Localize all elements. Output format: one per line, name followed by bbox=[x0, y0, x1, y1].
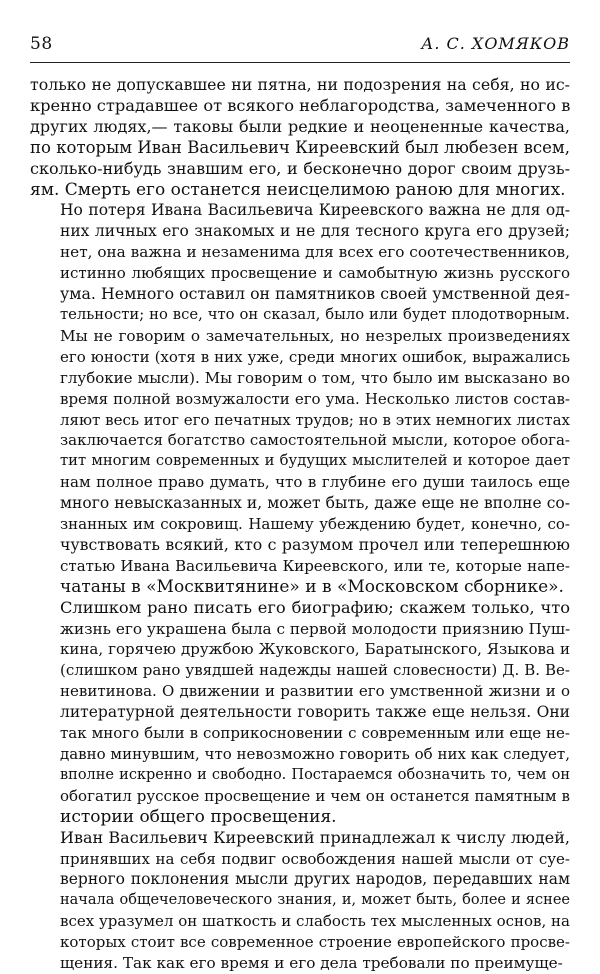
text-line: статью Ивана Васильевича Киреевского, или те, которые напе- bbox=[60, 556, 570, 575]
text-line: время полной возмужалости его ума. Несколько листов состав- bbox=[60, 389, 570, 408]
text-line: тит многим современных и будущих мыслителей и которое дает bbox=[60, 452, 570, 470]
text-line: принявших на себя подвиг освобождения нашей мысли от суе- bbox=[60, 849, 570, 868]
text-line: чувствовать всякий, кто с разумом прочел или теперешнюю bbox=[60, 534, 570, 554]
text-line: обогатил русское просвещение и чем он останется памятным в bbox=[60, 786, 570, 805]
text-line: Но потеря Ивана Васильевича Киреевского важна не для од- bbox=[60, 201, 570, 220]
text-line: ляют весь итог его печатных трудов; но в этих немногих листах bbox=[60, 410, 570, 429]
text-line: чатаны в «Москвитянине» и в «Московском сборнике». bbox=[60, 576, 564, 597]
text-line: всех уразумел он шаткость и слабость тех мысленных основ, на bbox=[60, 912, 570, 931]
text-line: невитинова. О движении и развитии его умственной жизни и о bbox=[60, 682, 570, 701]
text-line: так много были в соприкосновении с современным или еще не- bbox=[60, 724, 570, 743]
text-line: кренно страдавшее от всякого неблагородства, замеченного в bbox=[30, 95, 571, 115]
text-line: начала общечеловеческого знания, и, может быть, более и яснее bbox=[60, 892, 570, 909]
text-line: истории общего просвещения. bbox=[60, 806, 337, 827]
text-line: щения. Так как его время и его дела требовали по преимуще- bbox=[60, 954, 563, 973]
paragraph bbox=[30, 200, 570, 597]
text-line: Мы не говорим о замечательных, но незрелых произведениях bbox=[60, 326, 570, 345]
paragraph bbox=[30, 598, 570, 828]
text-line: только не допускавшее ни пятна, ни подозрения на себя, но ис- bbox=[30, 75, 570, 94]
text-line: знанных им сокровищ. Нашему убеждению будет, конечно, со- bbox=[60, 515, 570, 534]
text-line: сколько-нибудь знавшим его, и бесконечно дорог своим друзь- bbox=[30, 158, 570, 178]
text-line: жизнь его украшена была с первой молодости приязнию Пуш- bbox=[60, 619, 571, 638]
text-line: нам полное право думать, что в глубине его души таилось еще bbox=[60, 473, 570, 492]
text-line: верного поклонения мысли других народов, передавших нам bbox=[60, 870, 570, 889]
text-line: кина, горячею дружбою Жуковского, Баратынского, Языкова и bbox=[60, 640, 570, 659]
text-line: литературной деятельности говорить также еще нельзя. Они bbox=[60, 703, 570, 722]
text-line: истинно любящих просвещение и самобытную жизнь русского bbox=[60, 264, 570, 283]
text-line: которых стоит все современное строение европейского просве- bbox=[60, 933, 570, 952]
header-rule bbox=[30, 62, 570, 63]
page-number: 58 bbox=[30, 34, 53, 54]
text-line: нет, она важна и незаменима для всех его соотечественников, bbox=[60, 243, 570, 262]
text-line: давно минувшим, что невозможно говорить об них как следует, bbox=[60, 745, 570, 763]
text-line: Иван Васильевич Киреевский принадлежал к числу людей, bbox=[60, 827, 570, 847]
text-line: других людях,— таковы были редкие и неоцененные качества, bbox=[30, 116, 570, 136]
text-line: (слишком рано увядшей надежды нашей словесности) Д. В. Ве- bbox=[60, 661, 570, 680]
paragraph bbox=[30, 828, 570, 974]
text-line: глубокие мысли). Мы говорим о том, что было им высказано во bbox=[60, 368, 570, 387]
text-line: ума. Немного оставил он памятников своей умственной дея- bbox=[60, 284, 570, 304]
text-line: них личных его знакомых и не для тесного круга его друзей; bbox=[60, 222, 570, 241]
body-text bbox=[30, 75, 570, 974]
page-header bbox=[30, 34, 570, 60]
text-line: вполне искренно и свободно. Постараемся обозначить то, чем он bbox=[60, 766, 570, 783]
text-line: тельности; но все, что он сказал, было или будет плодотворным. bbox=[60, 305, 570, 323]
text-line: ям. Смерть его останется неисцелимою раною для многих. bbox=[30, 179, 566, 200]
text-line: по которым Иван Васильевич Киреевский был любезен всем, bbox=[30, 137, 570, 157]
text-line: его юности (хотя в них уже, среди многих ошибок, выражались bbox=[60, 347, 570, 366]
running-head: А. С. ХОМЯКОВ bbox=[421, 34, 570, 53]
text-line: много невысказанных и, может быть, даже еще не вполне со- bbox=[60, 494, 570, 513]
paragraph bbox=[30, 75, 570, 200]
text-line: заключается богатство самостоятельной мысли, которое обога- bbox=[60, 431, 570, 450]
text-line: Слишком рано писать его биографию; скажем только, что bbox=[60, 597, 570, 617]
